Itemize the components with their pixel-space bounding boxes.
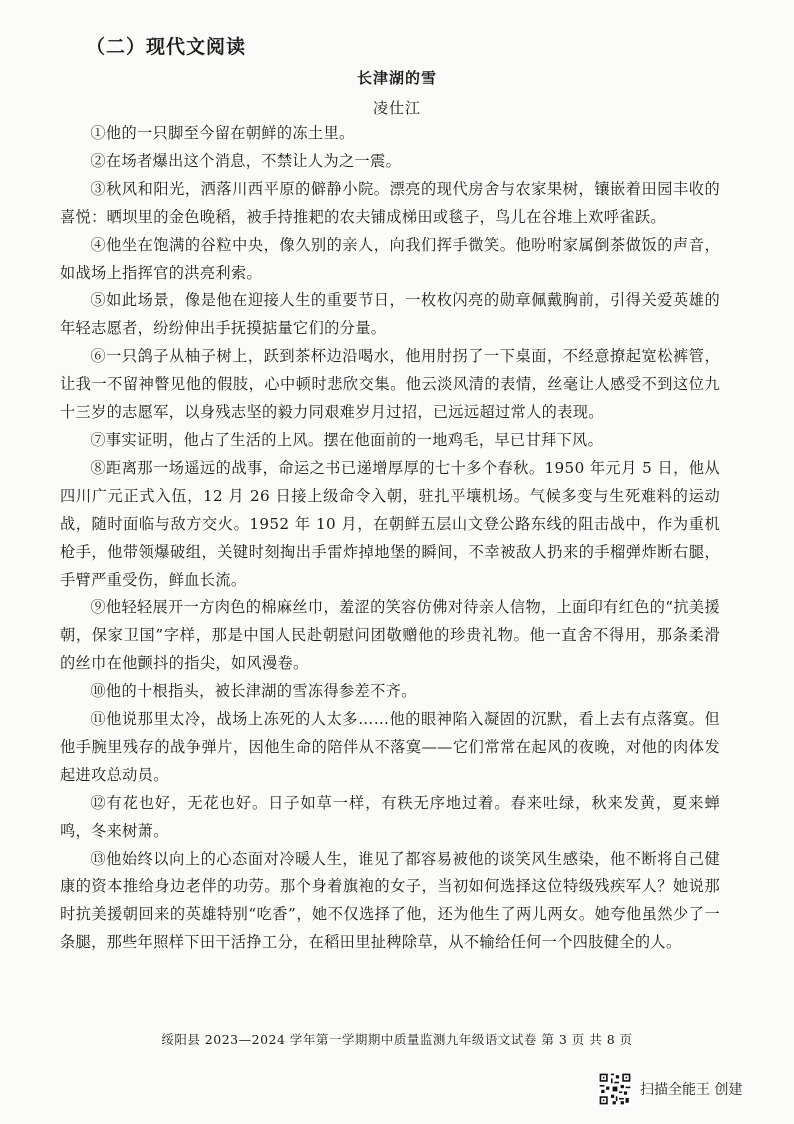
article-title: 长津湖的雪 bbox=[356, 69, 437, 87]
paragraph-10: ⑩他的十根指头，被长津湖的雪冻得参差不齐。 bbox=[90, 682, 417, 701]
paragraph-8: ⑧距离那一场遥远的战事，命运之书已递增厚厚的七十多个春秋。1950 年元月 5 日，他从四川广元正式入伍，12 月 26 日接上级命令入朝，驻扎平壤机场。气候多变与生死难料的运动战，随时面临与敌方交火。1952 年 10 月，在朝鲜五层山文登公路东线的阻击战中，作为重机枪手，他带领爆破组，关键时刻掏出手雷炸掉地堡的瞬间，不幸被敌人扔来的手榴弹炸断右腿，手臂严重受伤，鲜血长流。 bbox=[60, 458, 720, 589]
paragraph-12: ⑫有花也好，无花也好。日子如草一样，有秩无序地过着。春来吐绿，秋来发黄，夏来蝉鸣，冬来树萧。 bbox=[60, 793, 720, 840]
qr-code-icon bbox=[598, 1072, 632, 1106]
page-footer: 绥阳县 2023—2024 学年第一学期期中质量监测九年级语文试卷 第 3 页 共 8 页 bbox=[161, 1032, 633, 1047]
paragraph-2: ②在场者爆出这个消息，不禁让人为之一震。 bbox=[90, 151, 402, 170]
paragraph-11: ⑪他说那里太冷，战场上冻死的人太多……他的眼神陷入凝固的沉默，看上去有点落寞。但他手腕里残存的战争弹片，因他生命的陪伴从不落寞——它们常常在起风的夜晚，对他的肉体发起进攻总动员。 bbox=[60, 710, 720, 784]
paragraph-7: ⑦事实证明，他占了生活的上风。摆在他面前的一地鸡毛，早已甘拜下风。 bbox=[90, 430, 604, 449]
paragraph-13: ⑬他始终以向上的心态面对冷暖人生，谁见了都容易被他的谈笑风生感染，他不断将自己健康的资本推给身边老伴的功劳。那个身着旗袍的女子，当初如何选择这位特级残疾军人？她说那时抗美援朝回来的英雄特别“吃香”，她不仅选择了他，还为他生了两儿两女。她夸他虽然少了一条腿，那些年照样下田干活挣工分，在稻田里扯稗除草，从不输给任何一个四肢健全的人。 bbox=[60, 849, 720, 952]
article-author: 凌仕江 bbox=[372, 99, 421, 117]
paragraph-9: ⑨他轻轻展开一方肉色的棉麻丝巾，羞涩的笑容仿佛对待亲人信物，上面印有红色的“抗美援朝，保家卫国”字样，那是中国人民赴朝慰问团敬赠他的珍贵礼物。他一直舍不得用，那条柔滑的丝巾在他颤抖的指尖，如风漫卷。 bbox=[60, 598, 721, 673]
scanner-watermark bbox=[598, 1072, 742, 1106]
paragraph-3: ③秋风和阳光，洒落川西平原的僻静小院。漂亮的现代房舍与农家果树，镶嵌着田园丰收的喜悦：晒坝里的金色晚稻，被手持推耙的农夫铺成梯田或毯子，鸟儿在谷堆上欢呼雀跃。 bbox=[60, 179, 720, 226]
section-heading: （二）现代文阅读 bbox=[86, 36, 247, 58]
paragraph-1: ①他的一只脚至今留在朝鲜的冻土里。 bbox=[90, 124, 355, 142]
paragraph-5: ⑤如此场景，像是他在迎接人生的重要节日，一枚枚闪亮的勋章佩戴胸前，引得关爱英雄的年轻志愿者，纷纷伸出手抚摸掂量它们的分量。 bbox=[60, 291, 720, 338]
article-body bbox=[60, 120, 720, 957]
paragraph-4: ④他坐在饱满的谷粒中央，像久别的亲人，向我们挥手微笑。他吩咐家属倒茶做饭的声音，如战场上指挥官的洪亮利索。 bbox=[60, 235, 720, 282]
scanner-watermark-text: 扫描全能王 创建 bbox=[640, 1082, 743, 1098]
paragraph-6: ⑥一只鸽子从柚子树上，跃到茶杯边沿喝水，他用肘拐了一下桌面，不经意撩起宽松裤管，让我一不留神瞥见他的假肢，心中顿时悲欣交集。他云淡风清的表情，丝毫让人感受不到这位九十三岁的志愿军，以身残志坚的毅力同艰难岁月过招，已远远超过常人的表现。 bbox=[60, 347, 720, 422]
